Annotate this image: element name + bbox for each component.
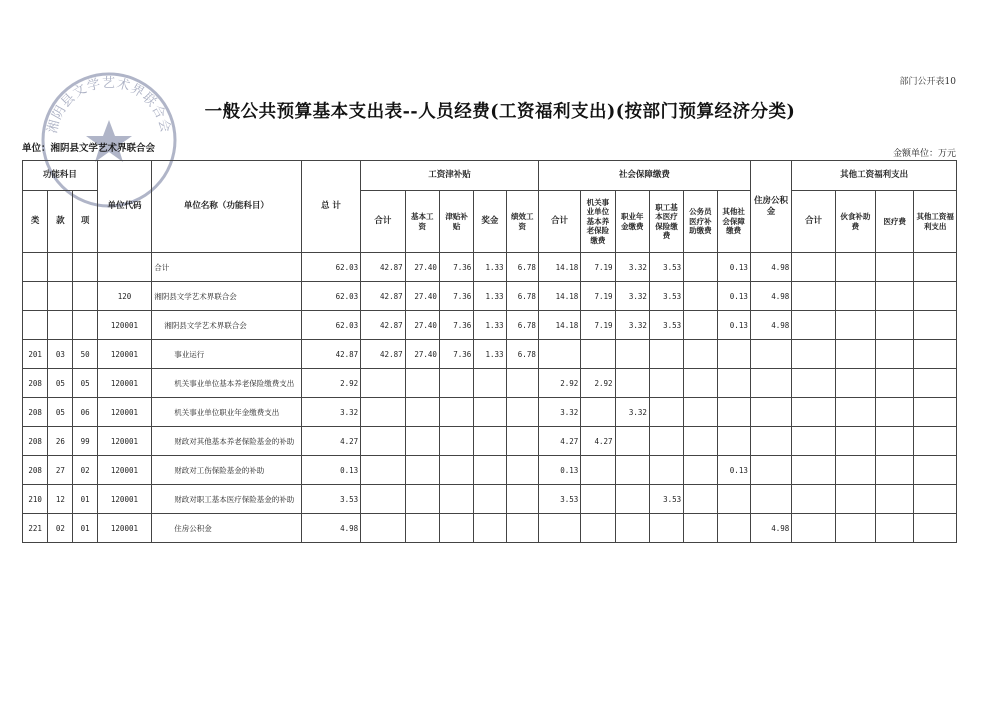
form-number: 部门公开表10 bbox=[899, 77, 956, 87]
cell-kuan: 03 bbox=[48, 340, 73, 369]
func-subject-header: 功能科目 bbox=[23, 161, 98, 191]
cell-medical: 3.53 bbox=[649, 311, 683, 340]
cell-other-wage bbox=[914, 369, 957, 398]
cell-housing: 4.98 bbox=[750, 282, 791, 311]
cell-wage-subtotal bbox=[361, 398, 405, 427]
cell-bonus bbox=[474, 456, 506, 485]
cell-other-subtotal bbox=[792, 340, 835, 369]
cell-med-fee bbox=[876, 456, 914, 485]
cell-med-fee bbox=[876, 253, 914, 282]
cell-other-wage bbox=[914, 456, 957, 485]
cell-name: 财政对工伤保险基金的补助 bbox=[152, 456, 301, 485]
cell-performance: 6.78 bbox=[506, 311, 538, 340]
cell-allowance: 7.36 bbox=[439, 340, 473, 369]
cell-total: 62.03 bbox=[301, 253, 361, 282]
housing-fund-header: 住房公积金 bbox=[750, 161, 791, 253]
cell-total: 62.03 bbox=[301, 311, 361, 340]
cell-medical bbox=[649, 514, 683, 543]
cell-pension: 2.92 bbox=[581, 369, 615, 398]
cell-bonus bbox=[474, 427, 506, 456]
cell-wage-subtotal: 42.87 bbox=[361, 311, 405, 340]
cell-other-subtotal bbox=[792, 398, 835, 427]
cell-medical bbox=[649, 398, 683, 427]
page-title: 一般公共预算基本支出表--人员经费(工资福利支出)(按部门预算经济分类) bbox=[204, 102, 796, 122]
cell-wage-subtotal: 42.87 bbox=[361, 282, 405, 311]
cell-meal bbox=[835, 253, 875, 282]
cell-other-social bbox=[717, 427, 750, 456]
cell-basic-wage: 27.40 bbox=[405, 340, 439, 369]
cell-allowance bbox=[439, 427, 473, 456]
cell-basic-wage bbox=[405, 369, 439, 398]
cell-total: 0.13 bbox=[301, 456, 361, 485]
cell-xiang: 01 bbox=[73, 485, 97, 514]
cell-social-subtotal: 4.27 bbox=[538, 427, 580, 456]
cell-meal bbox=[835, 427, 875, 456]
cell-total: 42.87 bbox=[301, 340, 361, 369]
cell-pension: 7.19 bbox=[581, 253, 615, 282]
table-row bbox=[23, 282, 957, 311]
cell-medical: 3.53 bbox=[649, 485, 683, 514]
cell-name: 合计 bbox=[152, 253, 301, 282]
cell-name: 湘阴县文学艺术界联合会 bbox=[152, 282, 301, 311]
cell-bonus: 1.33 bbox=[474, 253, 506, 282]
cell-name: 事业运行 bbox=[152, 340, 301, 369]
cell-other-subtotal bbox=[792, 369, 835, 398]
cell-pension bbox=[581, 514, 615, 543]
cell-other-wage bbox=[914, 427, 957, 456]
cell-other-social: 0.13 bbox=[717, 253, 750, 282]
cell-code: 120001 bbox=[97, 485, 152, 514]
cell-performance: 6.78 bbox=[506, 253, 538, 282]
cell-allowance bbox=[439, 369, 473, 398]
cell-total: 3.53 bbox=[301, 485, 361, 514]
cell-pension bbox=[581, 398, 615, 427]
table-row bbox=[23, 340, 957, 369]
cell-name: 机关事业单位基本养老保险缴费支出 bbox=[152, 369, 301, 398]
cell-annuity: 3.32 bbox=[615, 398, 649, 427]
medical-header: 职工基本医疗保险缴费 bbox=[649, 191, 683, 253]
cell-wage-subtotal bbox=[361, 369, 405, 398]
basic-wage-header: 基本工资 bbox=[405, 191, 439, 253]
cell-pension: 4.27 bbox=[581, 427, 615, 456]
cell-other-subtotal bbox=[792, 485, 835, 514]
cell-name: 财政对其他基本养老保险基金的补助 bbox=[152, 427, 301, 456]
seal-text: 湘阴县文学艺术界联合会 bbox=[45, 76, 173, 135]
cell-other-social bbox=[717, 485, 750, 514]
cell-performance bbox=[506, 514, 538, 543]
cell-performance bbox=[506, 456, 538, 485]
cell-kuan bbox=[48, 311, 73, 340]
civil-medical-header: 公务员医疗补助缴费 bbox=[684, 191, 717, 253]
cell-code: 120001 bbox=[97, 427, 152, 456]
cell-civil-medical bbox=[684, 340, 717, 369]
cell-social-subtotal: 14.18 bbox=[538, 253, 580, 282]
cell-housing bbox=[750, 456, 791, 485]
cell-xiang: 01 bbox=[73, 514, 97, 543]
cell-housing bbox=[750, 427, 791, 456]
cell-social-subtotal bbox=[538, 340, 580, 369]
cell-med-fee bbox=[876, 514, 914, 543]
cell-annuity bbox=[615, 456, 649, 485]
cell-lei: 208 bbox=[23, 456, 48, 485]
cell-name: 湘阴县文学艺术界联合会 bbox=[152, 311, 301, 340]
cell-total: 62.03 bbox=[301, 282, 361, 311]
table-row bbox=[23, 311, 957, 340]
cell-annuity bbox=[615, 427, 649, 456]
social-subtotal-header: 合计 bbox=[538, 191, 580, 253]
cell-basic-wage bbox=[405, 398, 439, 427]
cell-other-subtotal bbox=[792, 514, 835, 543]
table-row bbox=[23, 253, 957, 282]
cell-kuan: 12 bbox=[48, 485, 73, 514]
cell-annuity: 3.32 bbox=[615, 253, 649, 282]
performance-header: 绩效工资 bbox=[506, 191, 538, 253]
cell-other-wage bbox=[914, 253, 957, 282]
cell-meal bbox=[835, 311, 875, 340]
cell-other-wage bbox=[914, 340, 957, 369]
medical-fee-header: 医疗费 bbox=[876, 191, 914, 253]
cell-meal bbox=[835, 282, 875, 311]
cell-xiang: 05 bbox=[73, 369, 97, 398]
other-group-header: 其他工资福利支出 bbox=[792, 161, 957, 191]
cell-meal bbox=[835, 398, 875, 427]
cell-other-subtotal bbox=[792, 282, 835, 311]
other-social-header: 其他社会保障缴费 bbox=[717, 191, 750, 253]
cell-allowance bbox=[439, 485, 473, 514]
cell-housing: 4.98 bbox=[750, 253, 791, 282]
bonus-header: 奖金 bbox=[474, 191, 506, 253]
cell-medical bbox=[649, 340, 683, 369]
cell-civil-medical bbox=[684, 456, 717, 485]
cell-other-wage bbox=[914, 282, 957, 311]
cell-total: 3.32 bbox=[301, 398, 361, 427]
cell-allowance bbox=[439, 456, 473, 485]
cell-med-fee bbox=[876, 282, 914, 311]
cell-medical: 3.53 bbox=[649, 282, 683, 311]
cell-medical bbox=[649, 369, 683, 398]
cell-social-subtotal: 14.18 bbox=[538, 282, 580, 311]
cell-code: 120001 bbox=[97, 311, 152, 340]
cell-bonus bbox=[474, 485, 506, 514]
cell-total: 4.27 bbox=[301, 427, 361, 456]
unit-code-header: 单位代码 bbox=[97, 161, 152, 253]
cell-civil-medical bbox=[684, 311, 717, 340]
cell-social-subtotal: 14.18 bbox=[538, 311, 580, 340]
cell-name: 财政对职工基本医疗保险基金的补助 bbox=[152, 485, 301, 514]
cell-kuan: 02 bbox=[48, 514, 73, 543]
cell-other-subtotal bbox=[792, 456, 835, 485]
cell-kuan: 27 bbox=[48, 456, 73, 485]
cell-performance bbox=[506, 485, 538, 514]
cell-allowance: 7.36 bbox=[439, 311, 473, 340]
cell-social-subtotal bbox=[538, 514, 580, 543]
cell-med-fee bbox=[876, 340, 914, 369]
cell-civil-medical bbox=[684, 514, 717, 543]
cell-xiang: 50 bbox=[73, 340, 97, 369]
table-row bbox=[23, 485, 957, 514]
allowance-header: 津贴补贴 bbox=[439, 191, 473, 253]
unit-name-header: 单位名称（功能科目） bbox=[152, 161, 301, 253]
cell-pension bbox=[581, 456, 615, 485]
cell-bonus bbox=[474, 398, 506, 427]
cell-allowance: 7.36 bbox=[439, 253, 473, 282]
cell-basic-wage bbox=[405, 485, 439, 514]
cell-housing: 4.98 bbox=[750, 311, 791, 340]
cell-medical: 3.53 bbox=[649, 253, 683, 282]
cell-basic-wage bbox=[405, 427, 439, 456]
cell-xiang bbox=[73, 253, 97, 282]
cell-bonus: 1.33 bbox=[474, 282, 506, 311]
cell-social-subtotal: 3.53 bbox=[538, 485, 580, 514]
cell-annuity bbox=[615, 369, 649, 398]
cell-annuity bbox=[615, 514, 649, 543]
cell-wage-subtotal bbox=[361, 514, 405, 543]
cell-social-subtotal: 3.32 bbox=[538, 398, 580, 427]
cell-medical bbox=[649, 427, 683, 456]
cell-med-fee bbox=[876, 369, 914, 398]
cell-annuity bbox=[615, 485, 649, 514]
social-group-header: 社会保障缴费 bbox=[538, 161, 750, 191]
cell-other-wage bbox=[914, 398, 957, 427]
cell-wage-subtotal bbox=[361, 427, 405, 456]
cell-basic-wage: 27.40 bbox=[405, 282, 439, 311]
cell-med-fee bbox=[876, 427, 914, 456]
cell-allowance bbox=[439, 398, 473, 427]
cell-xiang bbox=[73, 282, 97, 311]
cell-pension bbox=[581, 485, 615, 514]
cell-xiang bbox=[73, 311, 97, 340]
wage-subtotal-header: 合计 bbox=[361, 191, 405, 253]
cell-lei: 208 bbox=[23, 369, 48, 398]
cell-wage-subtotal bbox=[361, 485, 405, 514]
cell-code: 120001 bbox=[97, 456, 152, 485]
cell-other-subtotal bbox=[792, 311, 835, 340]
cell-allowance: 7.36 bbox=[439, 282, 473, 311]
cell-code: 120001 bbox=[97, 340, 152, 369]
cell-housing bbox=[750, 340, 791, 369]
cell-other-subtotal bbox=[792, 253, 835, 282]
cell-lei bbox=[23, 282, 48, 311]
annuity-header: 职业年金缴费 bbox=[615, 191, 649, 253]
cell-civil-medical bbox=[684, 398, 717, 427]
cell-civil-medical bbox=[684, 485, 717, 514]
meal-allowance-header: 伙食补助费 bbox=[835, 191, 875, 253]
cell-lei: 210 bbox=[23, 485, 48, 514]
cell-bonus bbox=[474, 369, 506, 398]
other-wage-header: 其他工资福利支出 bbox=[914, 191, 957, 253]
cell-annuity: 3.32 bbox=[615, 311, 649, 340]
cell-other-social bbox=[717, 340, 750, 369]
cell-annuity bbox=[615, 340, 649, 369]
kuan-header: 款 bbox=[48, 191, 73, 253]
total-header: 总 计 bbox=[301, 161, 361, 253]
cell-basic-wage bbox=[405, 456, 439, 485]
budget-table bbox=[22, 160, 957, 543]
other-subtotal-header: 合计 bbox=[792, 191, 835, 253]
cell-name: 机关事业单位职业年金缴费支出 bbox=[152, 398, 301, 427]
cell-code bbox=[97, 253, 152, 282]
cell-meal bbox=[835, 456, 875, 485]
cell-med-fee bbox=[876, 398, 914, 427]
cell-basic-wage bbox=[405, 514, 439, 543]
cell-housing bbox=[750, 398, 791, 427]
cell-code: 120 bbox=[97, 282, 152, 311]
cell-other-social bbox=[717, 514, 750, 543]
cell-social-subtotal: 0.13 bbox=[538, 456, 580, 485]
cell-med-fee bbox=[876, 485, 914, 514]
cell-annuity: 3.32 bbox=[615, 282, 649, 311]
cell-meal bbox=[835, 369, 875, 398]
cell-performance bbox=[506, 369, 538, 398]
cell-other-social: 0.13 bbox=[717, 456, 750, 485]
cell-lei: 208 bbox=[23, 398, 48, 427]
cell-lei: 221 bbox=[23, 514, 48, 543]
cell-housing bbox=[750, 485, 791, 514]
cell-bonus bbox=[474, 514, 506, 543]
cell-other-subtotal bbox=[792, 427, 835, 456]
table-row bbox=[23, 456, 957, 485]
cell-lei: 208 bbox=[23, 427, 48, 456]
cell-kuan: 26 bbox=[48, 427, 73, 456]
cell-xiang: 02 bbox=[73, 456, 97, 485]
cell-performance bbox=[506, 398, 538, 427]
xiang-header: 项 bbox=[73, 191, 97, 253]
table-row bbox=[23, 369, 957, 398]
cell-lei: 201 bbox=[23, 340, 48, 369]
cell-pension: 7.19 bbox=[581, 282, 615, 311]
cell-kuan: 05 bbox=[48, 369, 73, 398]
table-row bbox=[23, 398, 957, 427]
cell-code: 120001 bbox=[97, 514, 152, 543]
cell-code: 120001 bbox=[97, 398, 152, 427]
cell-performance: 6.78 bbox=[506, 282, 538, 311]
cell-pension: 7.19 bbox=[581, 311, 615, 340]
cell-housing bbox=[750, 369, 791, 398]
cell-basic-wage: 27.40 bbox=[405, 311, 439, 340]
cell-other-wage bbox=[914, 485, 957, 514]
cell-code: 120001 bbox=[97, 369, 152, 398]
cell-wage-subtotal: 42.87 bbox=[361, 340, 405, 369]
cell-pension bbox=[581, 340, 615, 369]
cell-meal bbox=[835, 485, 875, 514]
cell-total: 2.92 bbox=[301, 369, 361, 398]
cell-kuan bbox=[48, 253, 73, 282]
cell-other-social: 0.13 bbox=[717, 282, 750, 311]
cell-performance: 6.78 bbox=[506, 340, 538, 369]
cell-kuan bbox=[48, 282, 73, 311]
cell-wage-subtotal bbox=[361, 456, 405, 485]
cell-total: 4.98 bbox=[301, 514, 361, 543]
cell-other-wage bbox=[914, 311, 957, 340]
wage-group-header: 工资津补贴 bbox=[361, 161, 539, 191]
cell-xiang: 99 bbox=[73, 427, 97, 456]
cell-other-social bbox=[717, 369, 750, 398]
cell-performance bbox=[506, 427, 538, 456]
cell-kuan: 05 bbox=[48, 398, 73, 427]
cell-civil-medical bbox=[684, 253, 717, 282]
cell-other-social: 0.13 bbox=[717, 311, 750, 340]
cell-medical bbox=[649, 456, 683, 485]
cell-social-subtotal: 2.92 bbox=[538, 369, 580, 398]
cell-housing: 4.98 bbox=[750, 514, 791, 543]
cell-basic-wage: 27.40 bbox=[405, 253, 439, 282]
unit-label: 单位：湘阴县文学艺术界联合会 bbox=[22, 143, 156, 154]
table-row bbox=[23, 427, 957, 456]
cell-lei bbox=[23, 253, 48, 282]
cell-wage-subtotal: 42.87 bbox=[361, 253, 405, 282]
cell-civil-medical bbox=[684, 427, 717, 456]
cell-other-wage bbox=[914, 514, 957, 543]
cell-name: 住房公积金 bbox=[152, 514, 301, 543]
table-row bbox=[23, 514, 957, 543]
cell-other-social bbox=[717, 398, 750, 427]
cell-allowance bbox=[439, 514, 473, 543]
cell-lei bbox=[23, 311, 48, 340]
cell-bonus: 1.33 bbox=[474, 311, 506, 340]
cell-civil-medical bbox=[684, 369, 717, 398]
amount-unit-label: 金额单位：万元 bbox=[892, 149, 956, 159]
cell-med-fee bbox=[876, 311, 914, 340]
lei-header: 类 bbox=[23, 191, 48, 253]
cell-bonus: 1.33 bbox=[474, 340, 506, 369]
pension-header: 机关事业单位基本养老保险缴费 bbox=[581, 191, 615, 253]
cell-civil-medical bbox=[684, 282, 717, 311]
cell-meal bbox=[835, 514, 875, 543]
cell-xiang: 06 bbox=[73, 398, 97, 427]
cell-meal bbox=[835, 340, 875, 369]
